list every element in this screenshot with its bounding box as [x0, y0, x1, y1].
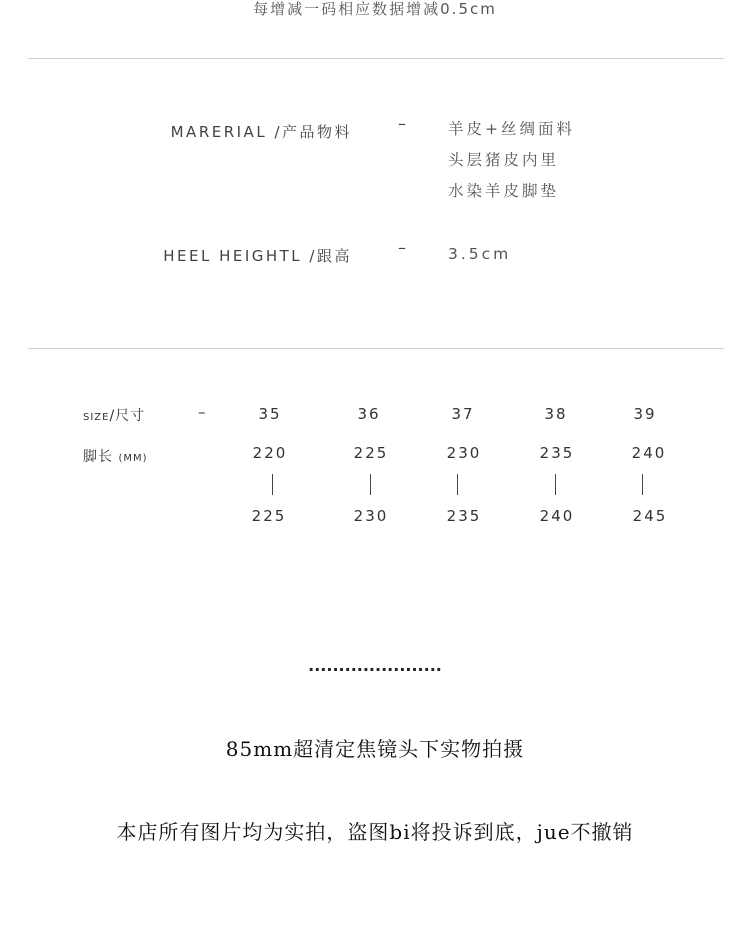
size-row-label — [83, 405, 145, 425]
size-38: 38 — [544, 405, 568, 423]
size-adjust-note: 每增减一码相应数据增减0.5cm — [253, 0, 497, 18]
range-separator — [457, 474, 458, 495]
size-39: 39 — [633, 405, 657, 423]
foot-length-label — [83, 446, 148, 466]
copyright-notice: 本店所有图片均为实拍，盗图bi将投诉到底，jue不撤销 — [116, 820, 634, 844]
length-from-37: 230 — [446, 444, 482, 462]
foot-length-unit: (MM) — [118, 453, 148, 464]
photo-caption: 85mm超清定焦镜头下实物拍摄 — [225, 737, 525, 761]
range-separator — [555, 474, 556, 495]
dotted-separator: ...................... — [308, 656, 442, 675]
size-label-suffix: /尺寸 — [109, 408, 146, 424]
length-to-36: 230 — [353, 507, 389, 525]
material-line-3: 水染羊皮脚垫 — [448, 182, 560, 200]
material-values — [448, 114, 575, 207]
heel-label: HEEL HEIGHTL /跟高 — [163, 247, 352, 265]
material-line-2: 头层猪皮内里 — [448, 151, 560, 169]
length-to-35: 225 — [251, 507, 287, 525]
size-label-prefix: SIZE — [83, 412, 110, 423]
length-from-38: 235 — [539, 444, 575, 462]
heel-dash: – — [398, 238, 406, 257]
size-37: 37 — [451, 405, 475, 423]
size-dash: – — [198, 403, 206, 421]
middle-divider — [28, 348, 724, 349]
length-to-38: 240 — [539, 507, 575, 525]
material-dash: – — [398, 114, 406, 133]
material-label: MARERIAL /产品物料 — [170, 123, 352, 141]
size-35: 35 — [258, 405, 282, 423]
length-to-37: 235 — [446, 507, 482, 525]
material-line-1: 羊皮+丝绸面料 — [448, 120, 575, 138]
length-to-39: 245 — [632, 507, 668, 525]
range-separator — [642, 474, 643, 495]
top-divider — [28, 58, 724, 59]
length-from-39: 240 — [631, 444, 667, 462]
size-36: 36 — [357, 405, 381, 423]
heel-height-value: 3.5cm — [448, 245, 512, 263]
range-separator — [370, 474, 371, 495]
length-from-35: 220 — [252, 444, 288, 462]
range-separator — [272, 474, 273, 495]
length-from-36: 225 — [353, 444, 389, 462]
foot-length-prefix: 脚长 — [83, 449, 113, 465]
